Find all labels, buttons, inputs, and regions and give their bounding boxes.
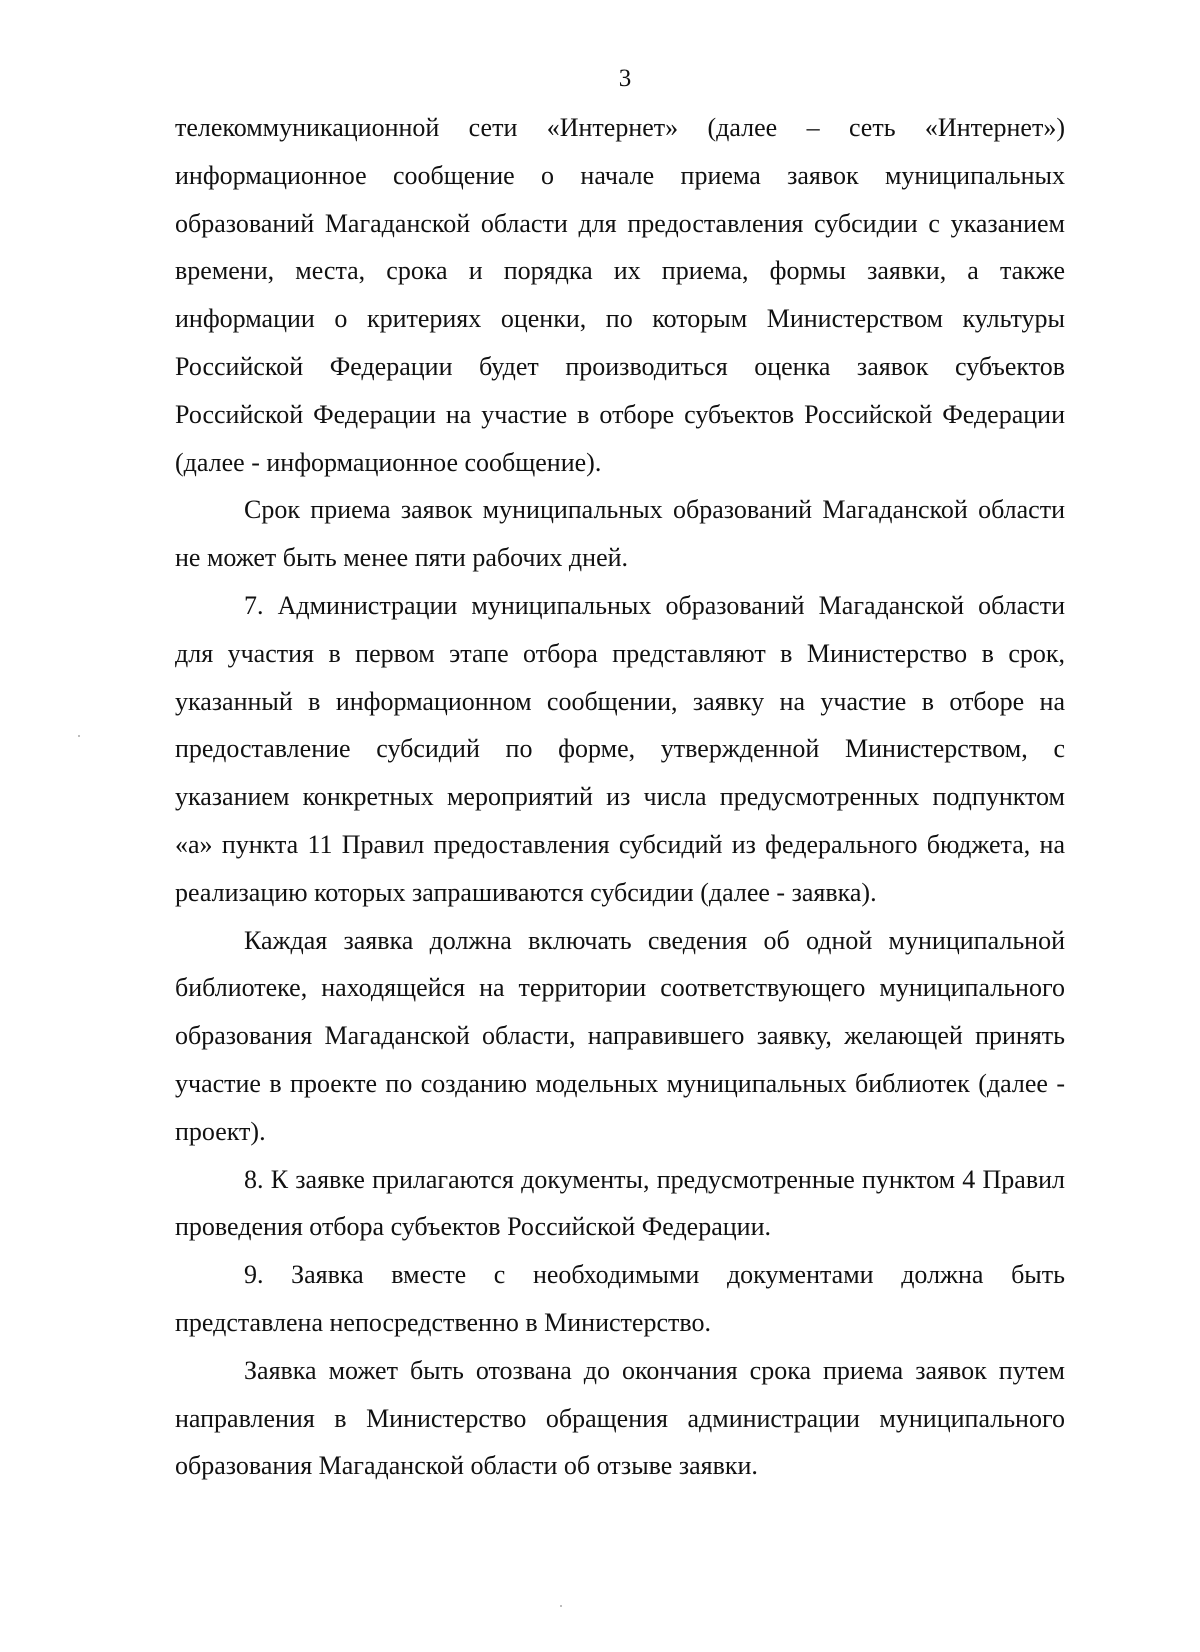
paragraph-item-9: 9. Заявка вместе с необходимыми документами должна быть представлена непосредственно в Министерство. (175, 1260, 1065, 1337)
document-body (175, 104, 1065, 1490)
paragraph-item-7: 7. Администрации муниципальных образований Магаданской области для участия в первом этапе отбора представляют в Министерство в срок, указанный в информационном сообщении, заявку на участие в отборе на предоставление субсидий по форме, утвержденной Министерством, с указанием конкретных мероприятий из числа предусмотренных подпунктом «а» пункта 11 Правил предоставления субсидий из федерального бюджета, на реализацию которых запрашиваются субсидии (далее - заявка). (175, 590, 1065, 907)
scan-speck (78, 735, 80, 737)
paragraph-information-notice: телекоммуникационной сети «Интернет» (далее – сеть «Интернет») информационное сообщение о начале приема заявок муниципальных образований Магаданской области для предоставления субсидии с указанием времени, места, срока и порядка их приема, формы заявки, а также информации о критериях оценки, по которым Министерством культуры Российской Федерации будет производиться оценка заявок субъектов Российской Федерации на участие в отборе субъектов Российской Федерации (далее - информационное сообщение). (175, 113, 1065, 477)
paragraph-application-period: Срок приема заявок муниципальных образований Магаданской области не может быть менее пяти рабочих дней. (175, 495, 1065, 573)
paragraph-application-contents: Каждая заявка должна включать сведения об одной муниципальной библиотеке, находящейся на территории соответствующего муниципального образования Магаданской области, направившего заявку, желающей принять участие в проекте по созданию модельных муниципальных библиотек (далее - проект). (175, 925, 1065, 1146)
scan-speck (560, 1605, 562, 1607)
page-number: 3 (618, 65, 632, 92)
paragraph-item-8: 8. К заявке прилагаются документы, предусмотренные пунктом 4 Правил проведения отбора субъектов Российской Федерации. (175, 1164, 1065, 1242)
paragraph-application-withdrawal: Заявка может быть отозвана до окончания срока приема заявок путем направления в Министерство обращения администрации муниципального образования Магаданской области об отзыве заявки. (175, 1355, 1065, 1481)
